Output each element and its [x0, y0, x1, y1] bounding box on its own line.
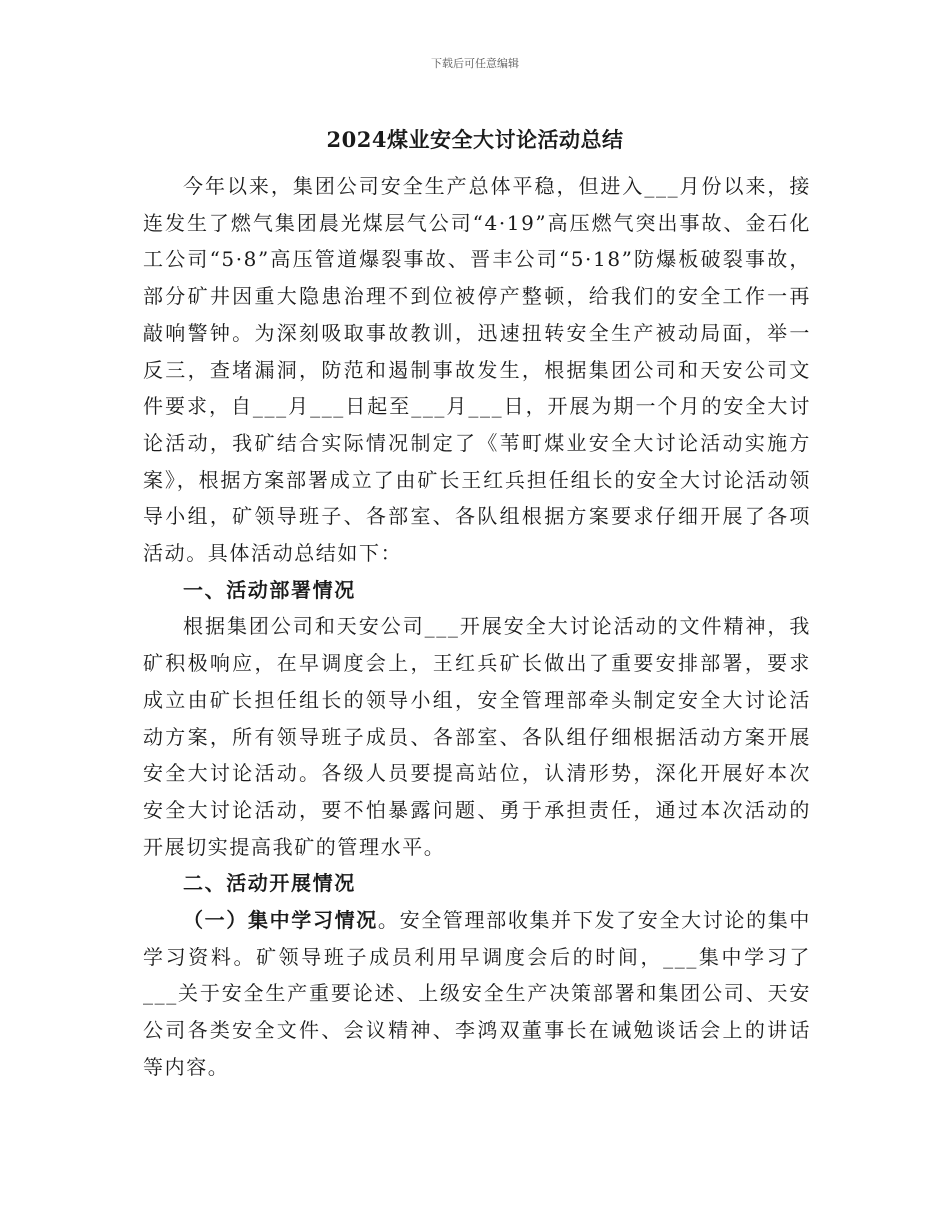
study-text: 。安全管理部收集并下发了安全大讨论的集中学习资料。矿领导班子成员利用早调度会后的时间，___集中学习了___关于安全生产重要论述、上级安全生产决策部署和集团公司、天安公司各类安全文件、会议精神、李鸿双董事长在诫勉谈话会上的讲话等内容。	[143, 908, 812, 1079]
section-heading-implementation: 二、活动开展情况	[183, 871, 356, 896]
section-heading-deployment: 一、活动部署情况	[183, 577, 356, 602]
deployment-paragraph: 根据集团公司和天安公司___开展安全大讨论活动的文件精神，我矿积极响应，在早调度会上，王红兵矿长做出了重要安排部署，要求成立由矿长担任组长的领导小组，安全管理部牵头制定安全大讨论活动方案，所有领导班子成员、各部室、各队组仔细根据活动方案开展安全大讨论活动。各级人员要提高站位，认清形势，深化开展好本次安全大讨论活动，要不怕暴露问题、勇于承担责任，通过本次活动的开展切实提高我矿的管理水平。	[143, 614, 811, 859]
document-body	[143, 168, 811, 1086]
study-lead: （一）集中学习情况	[183, 908, 378, 933]
document-title: 2024煤业安全大讨论活动总结	[326, 127, 624, 152]
header-note: 下载后可任意编辑	[431, 57, 519, 70]
intro-paragraph: 今年以来，集团公司安全生产总体平稳，但进入___月份以来，接连发生了燃气集团晨光煤层气公司“4·19”高压燃气突出事故、金石化工公司“5·8”高压管道爆裂事故、晋丰公司“5·18”防爆板破裂事故，部分矿井因重大隐患治理不到位被停产整顿，给我们的安全工作一再敲响警钟。为深刻吸取事故教训，迅速扭转安全生产被动局面，举一反三，查堵漏洞，防范和遏制事故发生，根据集团公司和天安公司文件要求，自___月___日起至___月___日，开展为期一个月的安全大讨论活动，我矿结合实际情况制定了《苇町煤业安全大讨论活动实施方案》，根据方案部署成立了由矿长王红兵担任组长的安全大讨论活动领导小组，矿领导班子、各部室、各队组根据方案要求仔细开展了各项活动。具体活动总结如下：	[143, 174, 811, 566]
study-paragraph	[143, 902, 811, 1086]
